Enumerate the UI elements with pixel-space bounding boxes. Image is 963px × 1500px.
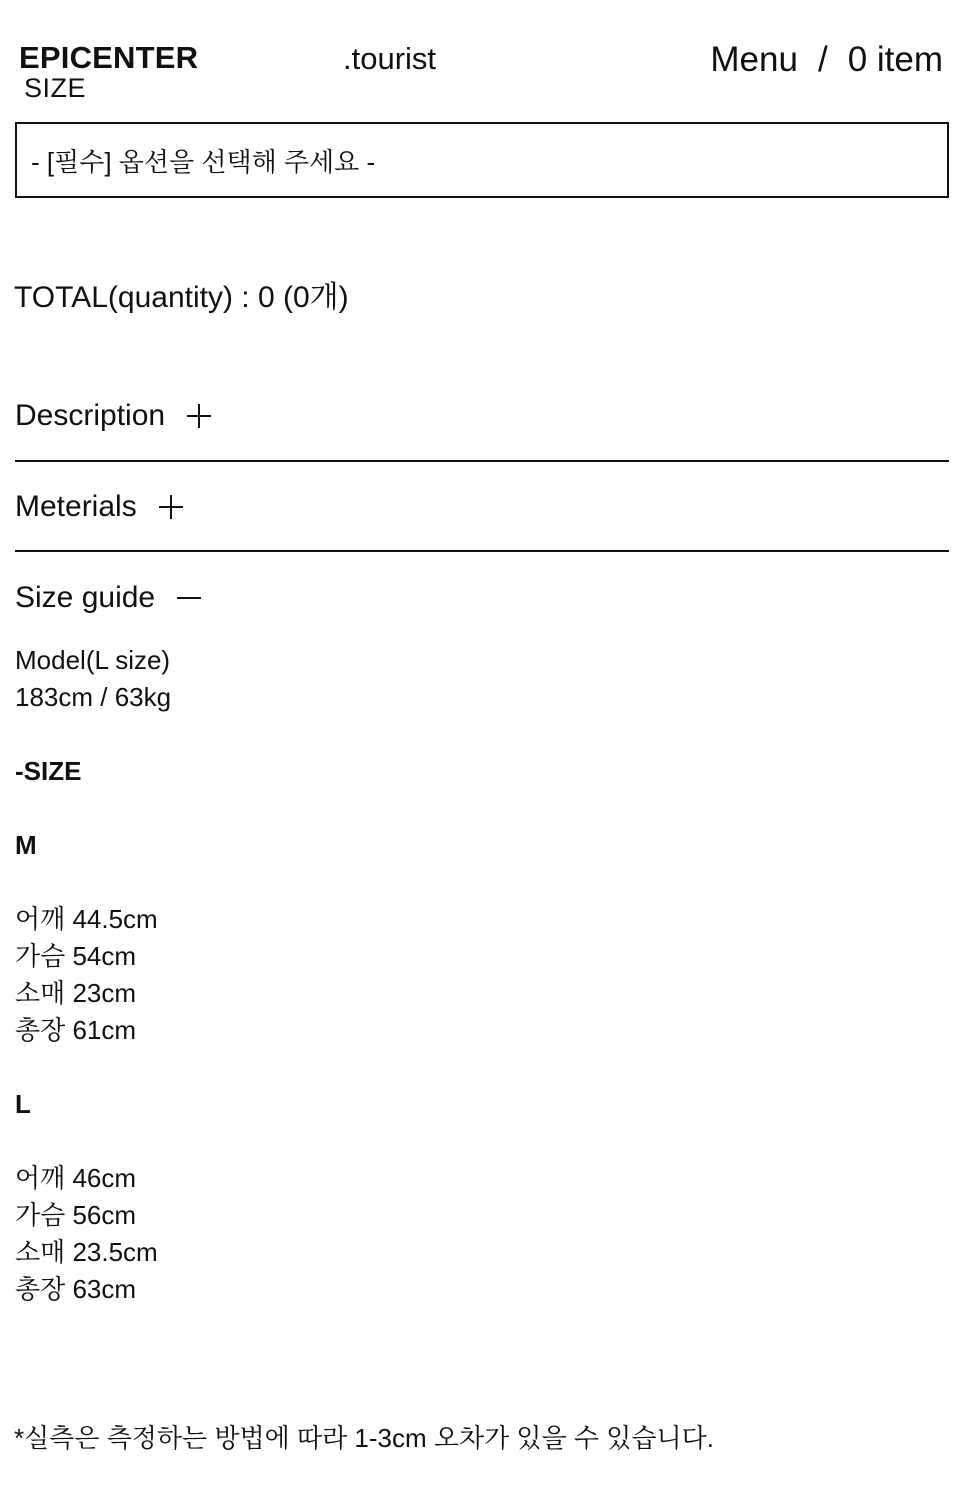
size-name: L — [15, 1089, 31, 1119]
size-heading: -SIZE — [15, 756, 82, 786]
accordion-description-label: Description — [15, 399, 166, 432]
measure-shoulder: 어깨 44.5cm — [15, 904, 158, 934]
accordion-size-guide-label: Size guide — [15, 581, 156, 614]
cart-link[interactable]: 0 item — [847, 40, 943, 79]
model-title: Model(L size) — [15, 645, 171, 675]
measure-chest: 가슴 56cm — [15, 1200, 137, 1230]
measure-shoulder: 어깨 46cm — [15, 1163, 137, 1193]
accordion-materials-label: Meterials — [15, 490, 137, 523]
accordion-description[interactable] — [15, 398, 211, 434]
measure-length: 총장 63cm — [15, 1274, 137, 1304]
nav-separator: / — [817, 40, 828, 79]
menu-link[interactable]: Menu — [710, 40, 798, 79]
brand-title: EPICENTER — [19, 40, 199, 75]
plus-icon — [187, 404, 211, 428]
minus-icon — [177, 586, 201, 610]
measurement-note: *실측은 측정하는 방법에 따라 1-3cm 오차가 있을 수 있습니다. — [14, 1423, 714, 1453]
size-name: M — [15, 830, 37, 860]
option-select[interactable] — [15, 122, 949, 198]
total-quantity: TOTAL(quantity) : 0 (0개) — [14, 281, 349, 314]
model-stats: 183cm / 63kg — [15, 682, 172, 712]
plus-icon — [159, 495, 183, 519]
site-logo[interactable]: .tourist — [343, 41, 437, 76]
size-guide-content — [15, 642, 171, 1308]
top-nav — [710, 40, 943, 80]
accordion-materials[interactable] — [15, 489, 183, 525]
accordion-size-guide[interactable] — [15, 580, 201, 616]
option-select-value: - [필수] 옵션을 선택해 주세요 - — [31, 146, 376, 177]
divider — [15, 550, 949, 552]
measure-chest: 가슴 54cm — [15, 941, 137, 971]
divider — [15, 460, 949, 462]
measure-sleeve: 소매 23cm — [15, 978, 137, 1008]
measure-sleeve: 소매 23.5cm — [15, 1237, 158, 1267]
product-subtitle: SIZE — [24, 73, 87, 103]
measure-length: 총장 61cm — [15, 1015, 137, 1045]
